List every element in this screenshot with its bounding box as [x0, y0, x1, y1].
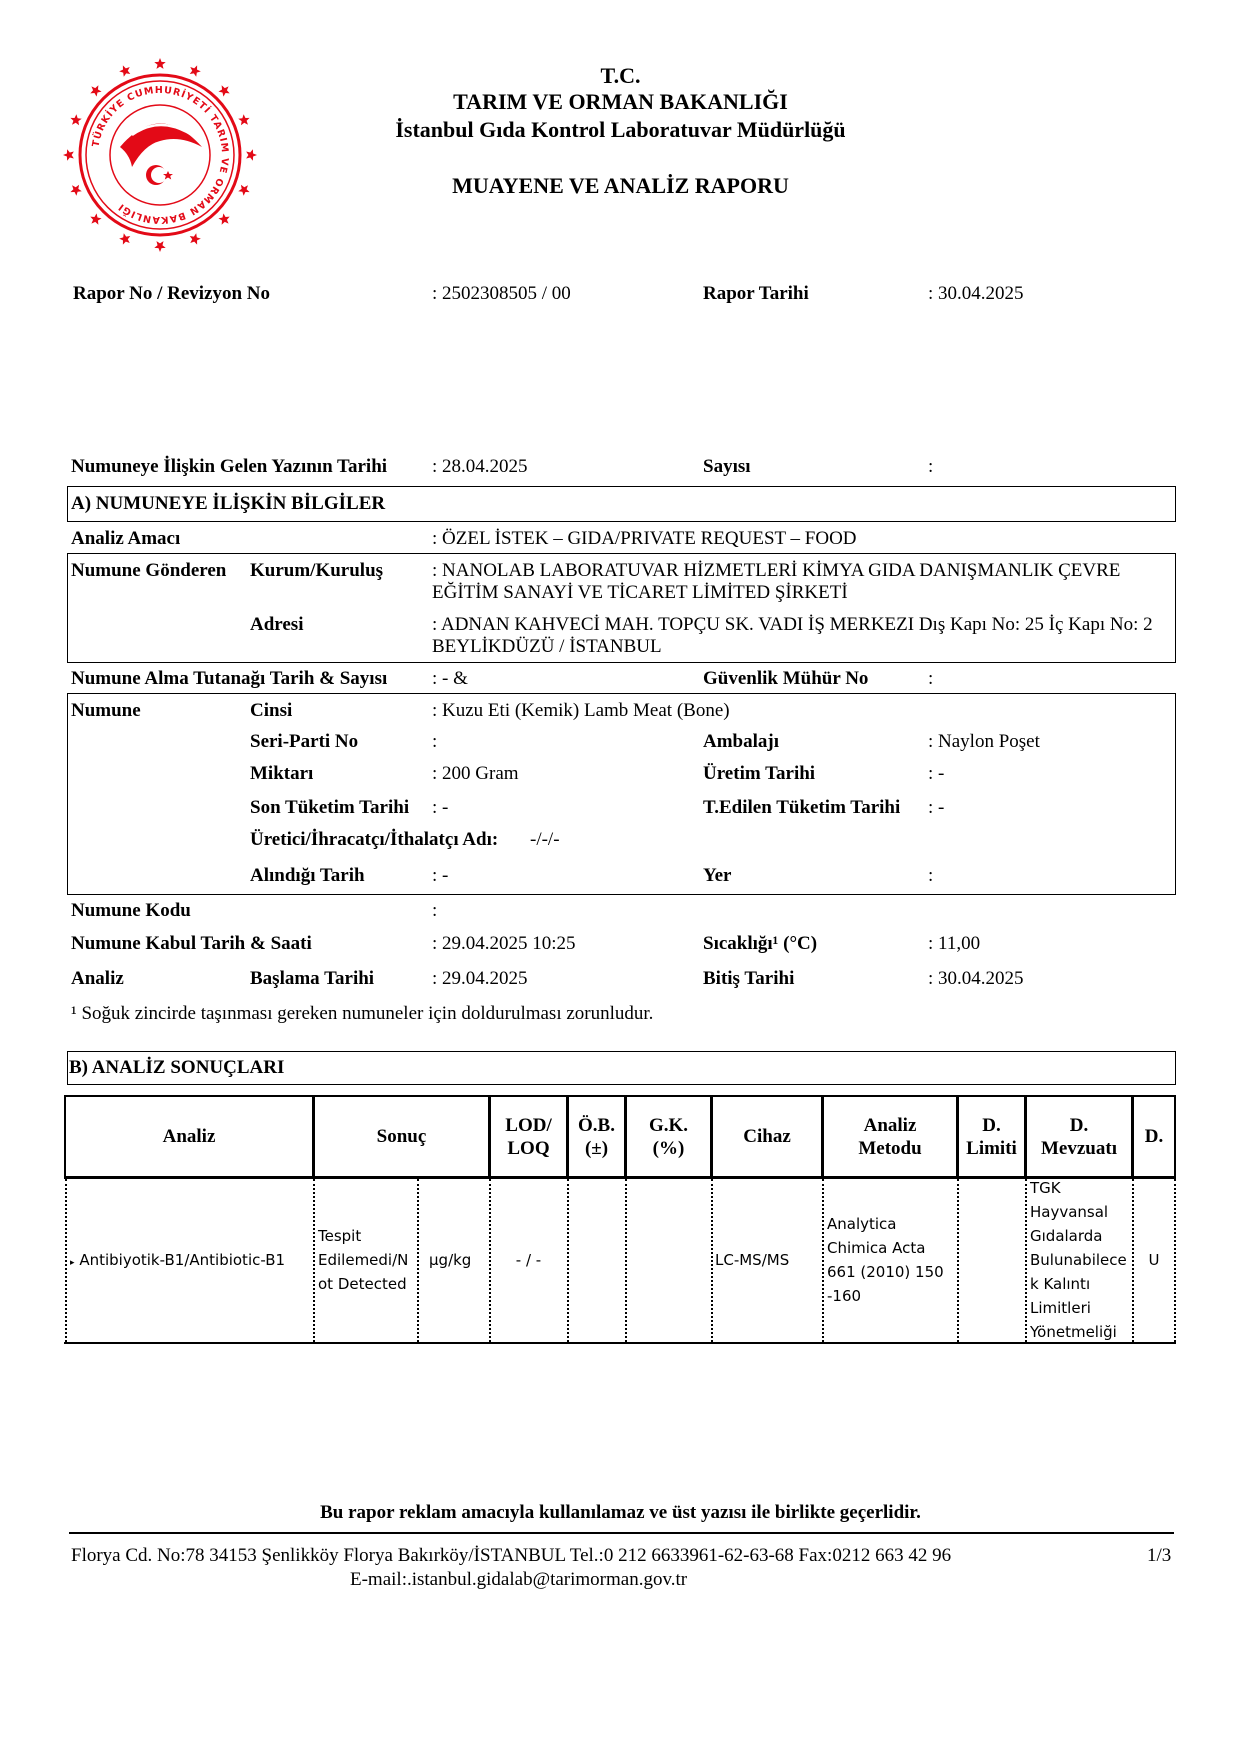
col-mevzuat-label-1: D. [1069, 1114, 1089, 1136]
address-label: Adresi [250, 614, 304, 635]
seal-label: Güvenlik Mühür No [703, 668, 869, 689]
row-col-divider [711, 1179, 713, 1342]
producer-label: Üretici/İhracatçı/İthalatçı Adı: [250, 829, 499, 850]
col-limit [959, 1097, 1024, 1176]
footnote: ¹ Soğuk zincirde taşınması gereken numuneler için doldurulması zorunludur. [71, 1003, 654, 1024]
seal-star-icon [63, 149, 74, 160]
production-value: : - [928, 763, 945, 784]
footer-notice: Bu rapor reklam amacıyla kullanılamaz ve üst yazısı ile birlikte geçerlidir. [320, 1502, 921, 1523]
col-lod-label-2: LOQ [507, 1137, 550, 1159]
row-mevzuat-line-4: Bulunabilece [1030, 1251, 1127, 1269]
sender-label: Numune Gönderen [71, 560, 227, 581]
col-metot-label-1: Analiz [863, 1114, 917, 1136]
letter-number-label: Sayısı [703, 456, 751, 477]
row-col-divider [625, 1179, 627, 1342]
taken-label: Alındığı Tarih [250, 865, 365, 886]
end-value: : 30.04.2025 [928, 968, 1024, 989]
producer-value: -/-/- [530, 829, 560, 850]
sampling-value: : - & [432, 668, 468, 689]
type-value: : Kuzu Eti (Kemik) Lamb Meat (Bone) [432, 700, 730, 721]
section-a-title: A) NUMUNEYE İLİŞKİN BİLGİLER [71, 493, 386, 514]
footer-email: E-mail:.istanbul.gidalab@tarimorman.gov.tr [350, 1569, 688, 1590]
row-mevzuat-line-7: Yönetmeliği [1030, 1323, 1117, 1341]
col-analiz-label: Analiz [162, 1126, 216, 1147]
end-label: Bitiş Tarihi [703, 968, 795, 989]
seal-star-icon [90, 213, 101, 224]
report-date-value: : 30.04.2025 [928, 283, 1024, 304]
code-value: : [432, 900, 438, 921]
row-mevzuat-line-6: Limitleri [1030, 1299, 1091, 1317]
start-value: : 29.04.2025 [432, 968, 528, 989]
col-ob-label-2: (±) [584, 1137, 609, 1159]
production-label: Üretim Tarihi [703, 763, 816, 784]
expiry-label: Son Tüketim Tarihi [250, 797, 410, 818]
col-lod [491, 1097, 566, 1176]
col-gk-label-2: (%) [652, 1137, 685, 1159]
row-col-divider [65, 1179, 67, 1342]
row-col-divider [1174, 1179, 1176, 1342]
col-limit-label-2: Limiti [966, 1137, 1017, 1159]
col-gk [627, 1097, 710, 1176]
package-value: : Naylon Poşet [928, 731, 1040, 752]
row-sonuc-line-2: Edilemedi/N [318, 1251, 409, 1269]
row-col-divider [1025, 1179, 1027, 1342]
seal-star-icon [218, 213, 229, 224]
row-sonuc [318, 1224, 408, 1296]
row-unit: µg/kg [429, 1251, 472, 1269]
row-mevzuat-line-3: Gıdalarda [1030, 1227, 1103, 1245]
row-col-divider [957, 1179, 959, 1342]
col-mevzuat-label-2: Mevzuatı [1041, 1137, 1117, 1159]
col-sonuc [315, 1097, 488, 1176]
section-b-title: B) ANALİZ SONUÇLARI [69, 1057, 285, 1078]
col-d [1134, 1097, 1174, 1176]
row-metot [827, 1212, 944, 1308]
row-sonuc-line-3: ot Detected [318, 1275, 407, 1293]
temp-value: : 11,00 [928, 933, 981, 954]
amount-label: Miktarı [250, 763, 314, 784]
report-title: MUAYENE VE ANALİZ RAPORU [452, 173, 789, 198]
report-no-value: : 2502308505 / 00 [432, 283, 571, 304]
rec-expiry-value: : - [928, 797, 945, 818]
col-cihaz-label: Cihaz [743, 1126, 791, 1147]
letter-date-label: Numuneye İlişkin Gelen Yazının Tarihi [71, 456, 388, 477]
col-gk-label-1: G.K. [648, 1114, 689, 1136]
taken-value: : - [432, 865, 449, 886]
col-lod-label-1: LOD/ [505, 1114, 552, 1136]
batch-value: : [432, 731, 438, 752]
rec-expiry-label: T.Edilen Tüketim Tarihi [703, 797, 901, 818]
row-mevzuat-line-2: Hayvansal [1030, 1203, 1109, 1221]
header-col-line [1174, 1095, 1176, 1178]
col-mevzuat [1027, 1097, 1131, 1176]
row-col-divider [567, 1179, 569, 1342]
col-metot [824, 1097, 956, 1176]
expiry-value: : - [432, 797, 449, 818]
sample-box [67, 693, 1176, 895]
place-value: : [928, 865, 934, 886]
letter-date-value: : 28.04.2025 [432, 456, 528, 477]
analysis-label: Analiz [71, 968, 124, 989]
accept-value: : 29.04.2025 10:25 [432, 933, 576, 954]
institution-label: Kurum/Kuruluş [250, 560, 384, 581]
header-line-2: TARIM VE ORMAN BAKANLIĞI [453, 89, 788, 114]
col-ob [569, 1097, 624, 1176]
row-analiz-text: Antibiyotik-B1/Antibiotic-B1 [79, 1251, 286, 1269]
package-label: Ambalajı [703, 731, 779, 752]
report-no-label: Rapor No / Revizyon No [73, 283, 271, 304]
row-mevzuat-line-5: k Kalıntı [1030, 1275, 1091, 1293]
temp-label: Sıcaklığı¹ (°C) [703, 933, 818, 954]
col-cihaz [713, 1097, 821, 1176]
row-sonuc-line-1: Tespit [318, 1227, 362, 1245]
type-label: Cinsi [250, 700, 293, 721]
accept-label: Numune Kabul Tarih & Saati [71, 933, 312, 954]
col-limit-label-1: D. [982, 1114, 1001, 1136]
col-metot-label-2: Metodu [858, 1137, 922, 1159]
row-analiz [70, 1248, 285, 1275]
footer-address: Florya Cd. No:78 34153 Şenlikköy Florya Bakırköy/İSTANBUL Tel.:0 212 6633961-62-63-68 Fax:0212 663 42 96 [71, 1545, 952, 1566]
seal-star-icon [190, 233, 201, 244]
batch-label: Seri-Parti No [250, 731, 359, 752]
row-marker-icon: ▸ [70, 1258, 75, 1268]
row-col-divider [822, 1179, 824, 1342]
purpose-label: Analiz Amacı [71, 528, 181, 549]
row-col-divider [417, 1179, 419, 1342]
row-cihaz: LC-MS/MS [715, 1251, 790, 1269]
row-metot-line-1: Analytica [827, 1215, 897, 1233]
row-mevzuat-line-1: TGK [1030, 1179, 1061, 1197]
col-analiz [66, 1097, 312, 1176]
row-metot-line-4: -160 [827, 1287, 862, 1305]
letter-number-value: : [928, 456, 934, 477]
svg-text:TÜRKİYE CUMHURİYETİ TARIM VE O: TÜRKİYE CUMHURİYETİ TARIM VE ORMAN BAKANLIĞI [90, 84, 231, 226]
row-metot-line-2: Chimica Acta [827, 1239, 926, 1257]
row-mevzuat [1030, 1176, 1127, 1344]
row-metot-line-3: 661 (2010) 150 [827, 1263, 944, 1281]
table-bottom-border [64, 1342, 1176, 1344]
seal-star-icon [154, 241, 165, 252]
header-line-1: T.C. [600, 63, 641, 88]
sampling-label: Numune Alma Tutanağı Tarih & Sayısı [71, 668, 388, 689]
amount-value: : 200 Gram [432, 763, 519, 784]
page-number: 1/3 [1147, 1545, 1172, 1566]
col-ob-label-1: Ö.B. [578, 1114, 615, 1136]
header-line-3: İstanbul Gıda Kontrol Laboratuvar Müdürlüğü [395, 117, 846, 142]
place-label: Yer [703, 865, 732, 886]
col-sonuc-label: Sonuç [376, 1126, 427, 1147]
row-d: U [1148, 1251, 1160, 1269]
row-lod: - / - [515, 1251, 542, 1269]
row-col-divider [313, 1179, 315, 1342]
seal-value: : [928, 668, 934, 689]
table-header-border [64, 1176, 1176, 1179]
report-date-label: Rapor Tarihi [703, 283, 809, 304]
col-d-label: D. [1144, 1126, 1164, 1147]
institution-value: : NANOLAB LABORATUVAR HİZMETLERİ KİMYA GIDA DANIŞMANLIK ÇEVRE EĞİTİM SANAYİ VE TİCARET LİMİTED ŞİRKETİ [432, 560, 1121, 603]
start-label: Başlama Tarihi [250, 968, 375, 989]
purpose-value: : ÖZEL İSTEK – GIDA/PRIVATE REQUEST – FOOD [432, 528, 857, 549]
footer-divider [69, 1532, 1174, 1534]
code-label: Numune Kodu [71, 900, 191, 921]
address-value: : ADNAN KAHVECİ MAH. TOPÇU SK. VADI İŞ MERKEZI Dış Kapı No: 25 İç Kapı No: 2 BEYLİKDÜZÜ / İSTANBUL [432, 614, 1153, 657]
sample-label: Numune [71, 700, 141, 721]
seal-star-icon [246, 149, 257, 160]
seal-star-icon [119, 233, 130, 244]
